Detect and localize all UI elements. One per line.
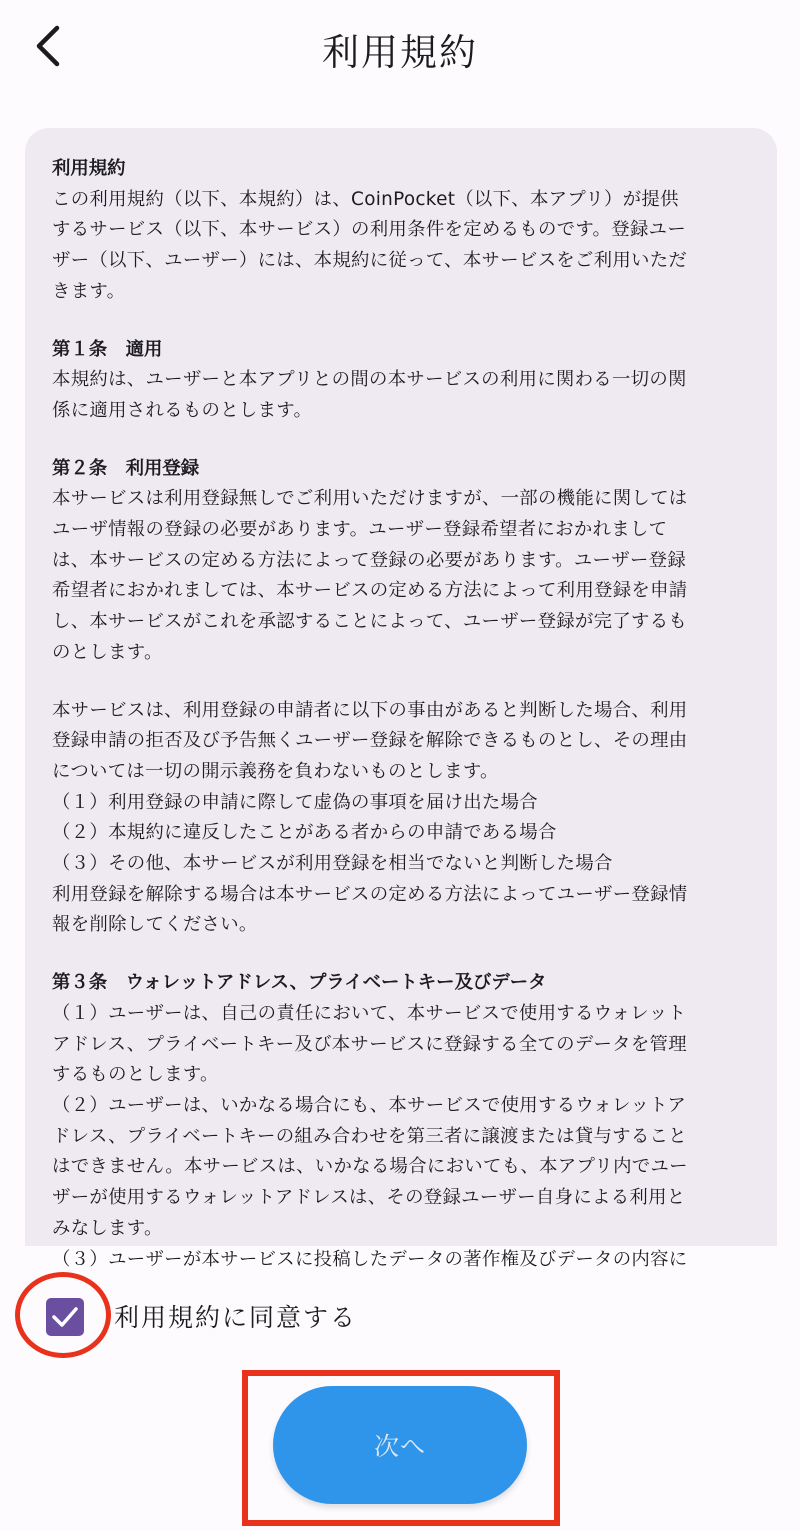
terms-card: [25, 128, 777, 1270]
agree-label[interactable]: 利用規約に同意する: [114, 1303, 358, 1332]
app-bar: [0, 0, 800, 96]
article-2-body-1: 本サービスは利用登録無しでご利用いただけますが、一部の機能に関しては ユーザ情報の登録の必要があります。ユーザー登録希望者におかれまして は、本サービスの定める方法によって登録の必要があります。ユーザー登録 希望者におかれましては、本サービスの定める方法によって利用登録を申請 し、本サービスがこれを承認することによって、ユーザー登録が完了するも のとします。: [52, 488, 688, 663]
next-button[interactable]: 次へ: [273, 1386, 527, 1504]
page-title: 利用規約: [322, 31, 478, 74]
terms-intro: この利用規約（以下、本規約）は、CoinPocket（以下、本アプリ）が提供 するサービス（以下、本サービス）の利用条件を定めるものです。登録ユー ザー（以下、ユーザー）には、本規約に従って、本サービスをご利用いただ きます。: [52, 188, 688, 302]
article-1-body: 本規約は、ユーザーと本アプリとの間の本サービスの利用に関わる一切の関 係に適用されるものとします。: [52, 369, 687, 421]
agree-checkbox[interactable]: [46, 1298, 84, 1336]
agreement-row: [0, 1280, 800, 1356]
checkmark-icon: [51, 1305, 79, 1329]
article-3-body: （１）ユーザーは、自己の責任において、本サービスで使用するウォレット アドレス、プライベートキー及び本サービスに登録する全てのデータを管理 するものとします。 （２）ユーザーは、いかなる場合にも、本サービスで使用するウォレットア ドレス、プライベートキーの組み合わせを第三者に譲渡または貸与すること はできません。本サービスは、いかなる場合においても、本アプリ内でユー ザーが使用するウォレットアドレスは、その登録ユーザー自身による利用と みなします。 （３）ユーザーが本サービスに投稿したデータの著作権及びデータの内容に: [52, 1002, 688, 1270]
article-3-heading: 第３条 ウォレットアドレス、プライベートキー及びデータ: [52, 972, 547, 994]
article-2-heading: 第２条 利用登録: [52, 457, 200, 479]
terms-scroll-area[interactable]: [52, 154, 752, 1270]
article-2-body-2: 本サービスは、利用登録の申請者に以下の事由があると判断した場合、利用 登録申請の拒否及び予告無くユーザー登録を解除できるものとし、その理由 については一切の開示義務を負わないものとします。 （１）利用登録の申請に際して虚偽の事項を届け出た場合 （２）本規約に違反したことがある者からの申請である場合 （３）その他、本サービスが利用登録を相当でないと判断した場合 利用登録を解除する場合は本サービスの定める方法によってユーザー登録情 報を削除してください。: [52, 699, 688, 936]
article-1-heading: 第１条 適用: [52, 338, 163, 360]
terms-title: 利用規約: [52, 158, 126, 179]
